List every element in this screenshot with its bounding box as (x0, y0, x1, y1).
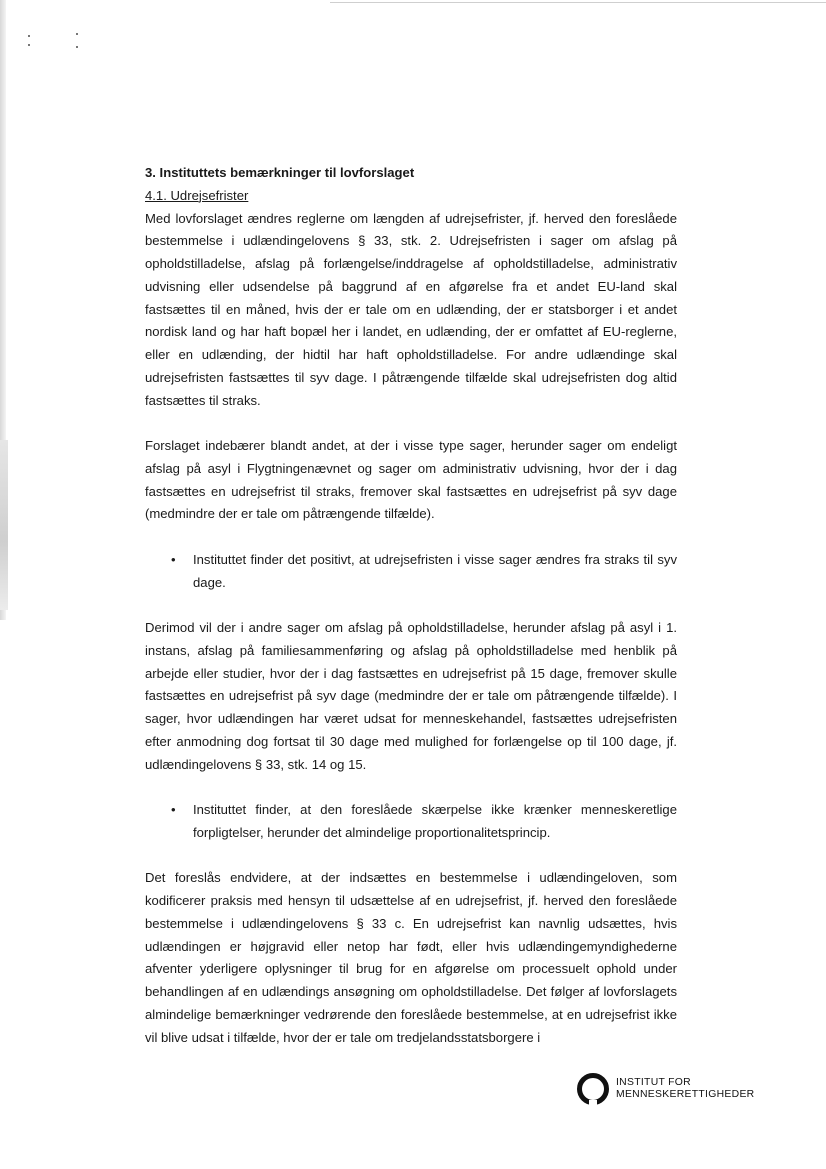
scan-edge-shadow-lower (0, 440, 8, 610)
scan-top-rule (330, 2, 826, 3)
paragraph-4: Det foreslås endvidere, at der indsættes en bestemmelse i udlændingeloven, som kodificerer praksis med hensyn til udsættelse af en udrejsefrist, jf. herved den foreslåede bestemmelse i udlændingelovens § 33 c. En udrejsefrist kan navnlig udsættes, hvis udlændingen er højgravid eller netop har født, eller hvis udlændingemyndighederne afventer yderligere oplysninger til brug for en afgørelse om processuelt ophold under behandlingen af en udlændings ansøgning om opholdstilladelse. Det følger af lovforslagets almindelige bemærkninger vedrørende den foreslåede bestemmelse, at en udrejsefrist ikke vil blive udsat i tilfælde, hvor der er tale om tredjelandsstatsborgere i (145, 870, 677, 1045)
bullet-text-1: Instituttet finder det positivt, at udrejsefristen i visse sager ændres fra straks til syv dage. (193, 551, 677, 590)
bullet-icon: • (171, 551, 176, 567)
logo-line-1: INSTITUT FOR (616, 1077, 691, 1088)
scan-speck (76, 46, 78, 48)
section-heading: 3. Instituttets bemærkninger til lovforslaget (145, 165, 415, 180)
scan-speck (28, 44, 30, 46)
logo-line-2: MENNESKERETTIGHEDER (616, 1089, 755, 1100)
logo-ring-icon (577, 1073, 609, 1105)
bullet-icon: • (171, 802, 176, 817)
bullet-text-2: Instituttet finder, at den foreslåede skærpelse ikke krænker menneskeretlige forpligtelser, herunder det almindelige proportionalitetsprincip. (193, 802, 677, 840)
scan-speck (76, 33, 78, 35)
scan-speck (28, 35, 30, 37)
bullet-item-2 (145, 799, 677, 845)
paragraph-3: Derimod vil der i andre sager om afslag på opholdstilladelse, herunder afslag på asyl i 1. instans, afslag på familiesammenføring og afslag på opholdstilladelse med henblik på arbejde eller studier, hvor der i dag fastsættes en udrejsefrist på 15 dage, fremover skulle fastsættes en udrejsefrist på syv dage (medmindre der er tale om påtrængende tilfælde). I sager, hvor udlændingen har været udsat for menneskehandel, fastsættes udrejsefristen efter anmodning dog fortsat til 30 dage med mulighed for forlængelse op til 100 dage, jf. udlændingelovens § 33, stk. 14 og 15. (145, 620, 677, 772)
paragraph-2: Forslaget indebærer blandt andet, at der i visse type sager, herunder sager om endeligt afslag på asyl i Flygtningenævnet og sager om administrativ udvisning, hvor der i dag fastsættes en udrejsefrist til straks, fremover skal fastsættes en udrejsefrist på syv dage (medmindre der er tale om påtrængende tilfælde). (145, 438, 677, 522)
institute-logo (577, 1072, 755, 1106)
bullet-item-1 (145, 549, 677, 595)
logo-text (616, 1077, 755, 1101)
subsection-heading: 4.1. Udrejsefrister (145, 187, 249, 203)
bullet-list-2 (145, 799, 677, 845)
document-body (145, 162, 677, 1049)
paragraph-1: Med lovforslaget ændres reglerne om længden af udrejsefrister, jf. herved den foreslåede bestemmelse i udlændingelovens § 33, stk. 2. Udrejsefristen i sager om afslag på opholdstilladelse, afslag på forlængelse/inddragelse af opholdstilladelse, administrativ udvisning eller udsendelse på baggrund af en afgørelse fra et andet EU-land skal fastsættes til en måned, hvis der er tale om en udlænding, der er statsborger i et andet nordisk land og har haft bopæl her i landet, en udlænding, der er omfattet af EU-reglerne, eller en udlænding, der hidtil har haft opholdstilladelse. For andre udlændinge skal udrejsefristen fastsættes til syv dage. I påtrængende tilfælde skal udrejsefristen dog altid fastsættes til straks. (145, 210, 677, 408)
bullet-list-1 (145, 549, 677, 595)
